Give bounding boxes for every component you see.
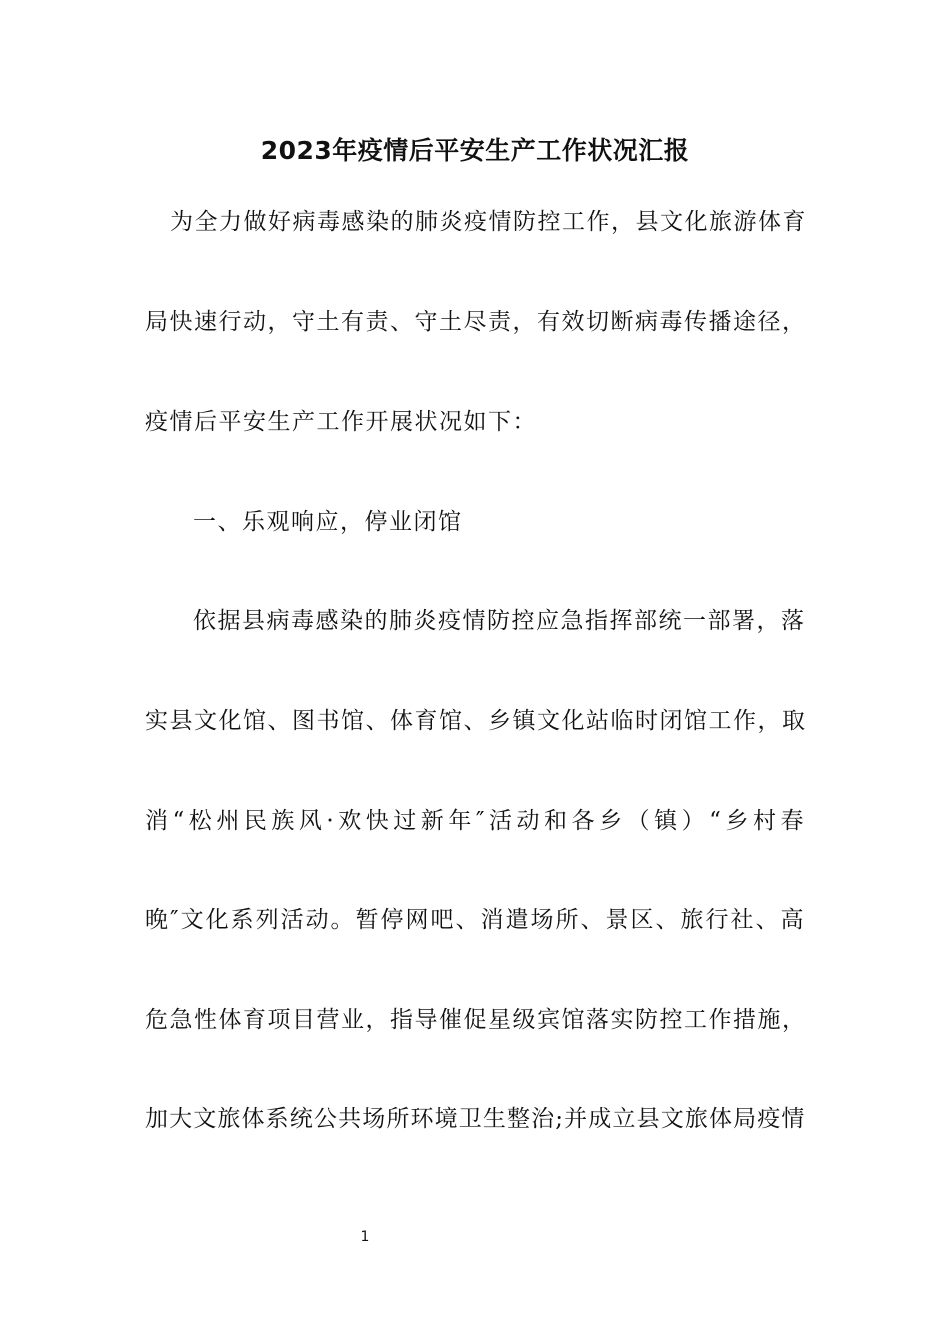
paragraph-1-line-1: 为全力做好病毒感染的肺炎疫情防控工作，县文化旅游体育 bbox=[170, 209, 807, 235]
paragraph-2-line-4: 晚″文化系列活动。暂停网吧、消遣场所、景区、旅行社、高 bbox=[145, 907, 805, 933]
paragraph-2-line-1: 依据县病毒感染的肺炎疫情防控应急指挥部统一部署，落 bbox=[193, 608, 806, 634]
paragraph-2-line-2: 实县文化馆、图书馆、体育馆、乡镇文化站临时闭馆工作，取 bbox=[145, 708, 807, 734]
paragraph-2-line-5: 危急性体育项目营业，指导催促星级宾馆落实防控工作措施， bbox=[145, 1007, 807, 1033]
paragraph-2-line-3: 消“松州民族风·欢快过新年″活动和各乡（镇）“乡村春 bbox=[145, 808, 805, 834]
paragraph-1-line-3: 疫情后平安生产工作开展状况如下： bbox=[145, 409, 537, 435]
paragraph-1-line-2: 局快速行动，守土有责、守土尽责，有效切断病毒传播途径， bbox=[145, 309, 807, 335]
page-number: 1 bbox=[360, 1229, 370, 1245]
paragraph-2-line-6: 加大文旅体系统公共场所环境卫生整治;并成立县文旅体局疫情 bbox=[145, 1106, 805, 1132]
document-title: 2023年疫情后平安生产工作状况汇报 bbox=[260, 136, 690, 165]
section-heading-1: 一、乐观响应，停业闭馆 bbox=[193, 509, 463, 535]
